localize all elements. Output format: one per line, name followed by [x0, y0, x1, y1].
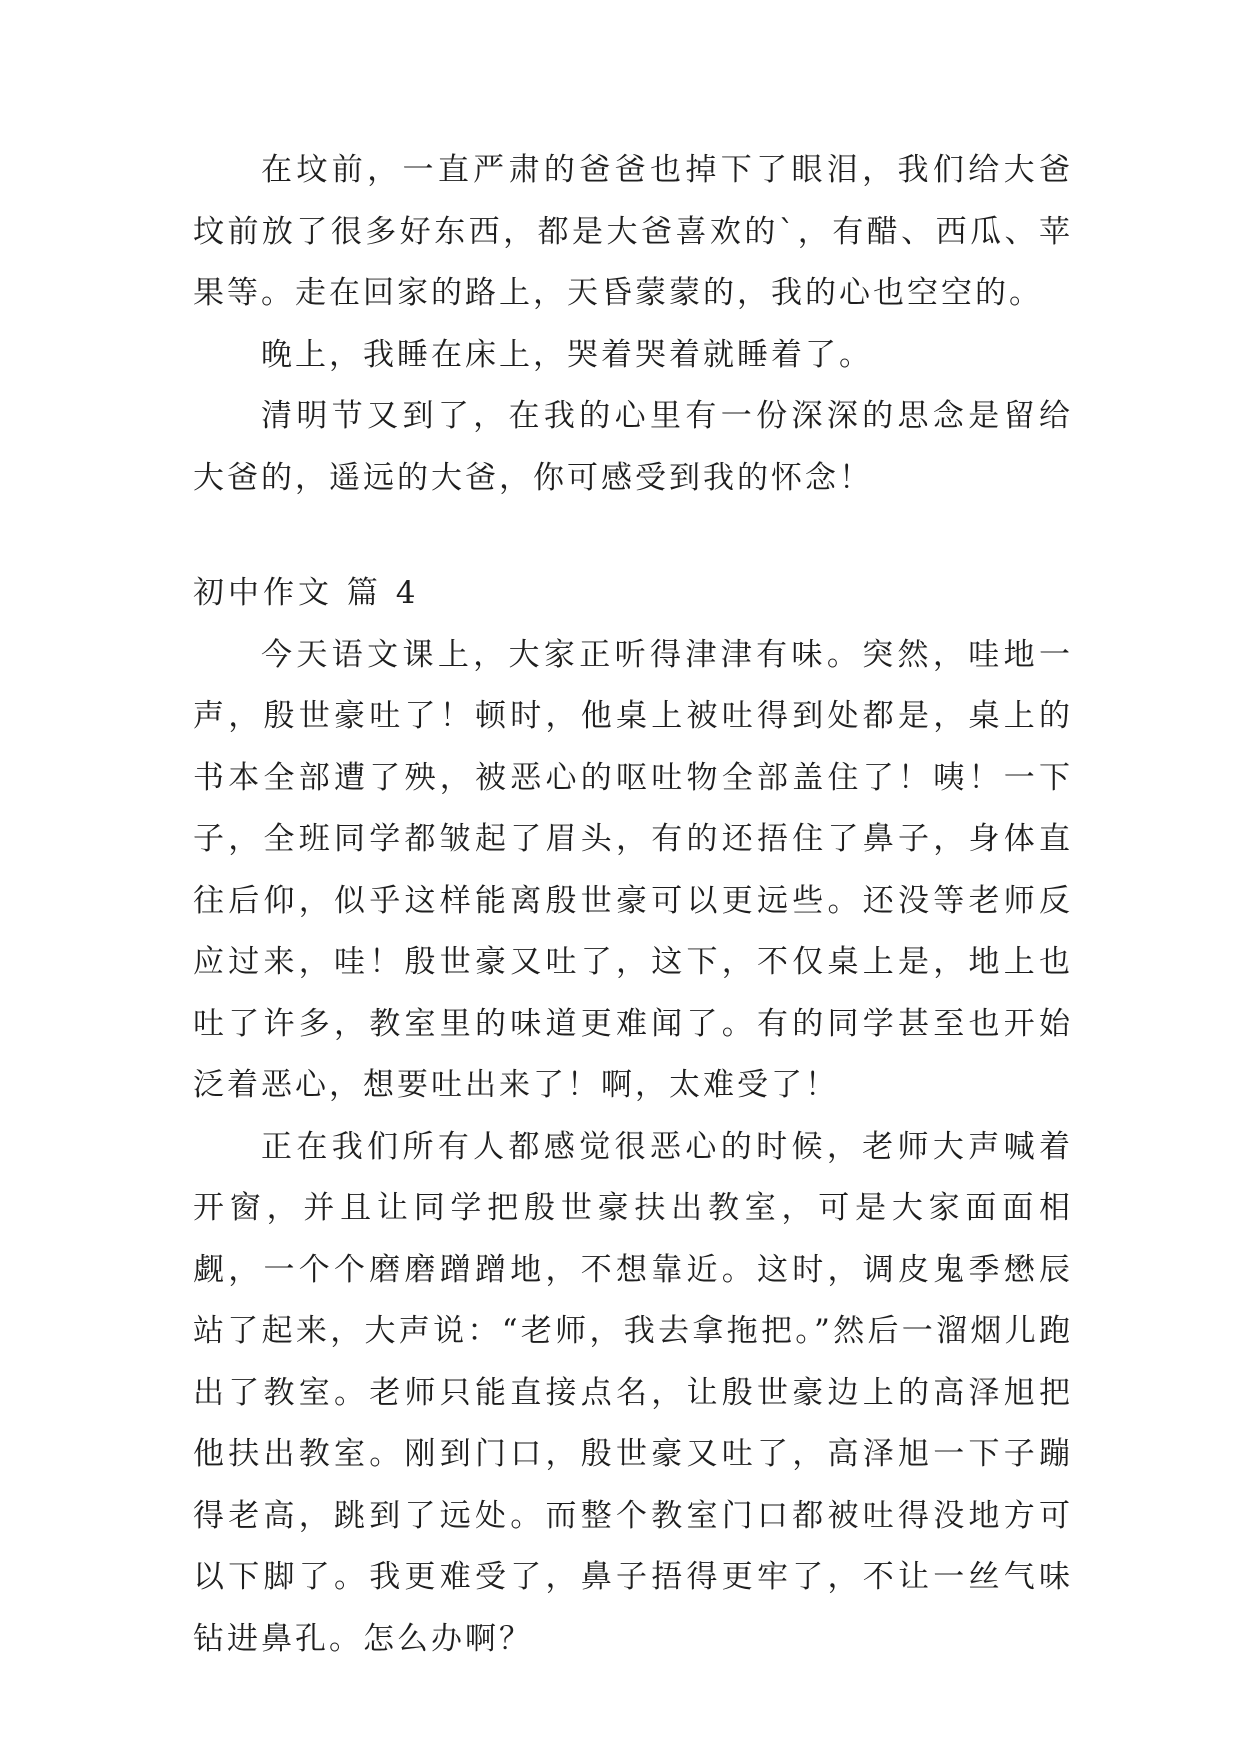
paragraph: 正在我们所有人都感觉很恶心的时候，老师大声喊着开窗，并且让同学把殷世豪扶出教室，可是大家面面相觑，一个个磨磨蹭蹭地，不想靠近。这时，调皮鬼季懋辰站了起来，大声说：“老师，我去拿拖把。”然后一溜烟儿跑出了教室。老师只能直接点名，让殷世豪边上的高泽旭把他扶出教室。刚到门口，殷世豪又吐了，高泽旭一下子蹦得老高，跳到了远处。而整个教室门口都被吐得没地方可以下脚了。我更难受了，鼻子捂得更牢了，不让一丝气味钻进鼻孔。怎么办啊？: [193, 1128, 1073, 1657]
paragraph: 晚上，我睡在床上，哭着哭着就睡着了。: [261, 336, 873, 373]
section-heading: 初中作文 篇 4: [193, 575, 420, 611]
paragraph: 今天语文课上，大家正听得津津有味。突然，哇地一声，殷世豪吐了！顿时，他桌上被吐得到处都是，桌上的书本全部遭了殃，被恶心的呕吐物全部盖住了！咦！一下子，全班同学都皱起了眉头，有的还捂住了鼻子，身体直往后仰，似乎这样能离殷世豪可以更远些。还没等老师反应过来，哇！殷世豪又吐了，这下，不仅桌上是，地上也吐了许多，教室里的味道更难闻了。有的同学甚至也开始泛着恶心，想要吐出来了！啊，太难受了！: [193, 636, 1073, 1103]
paragraph: 清明节又到了，在我的心里有一份深深的思念是留给大爸的，遥远的大爸，你可感受到我的怀念！: [193, 398, 1073, 496]
paragraph: 在坟前，一直严肃的爸爸也掉下了眼泪，我们给大爸坟前放了很多好东西，都是大爸喜欢的`，有醋、西瓜、苹果等。走在回家的路上，天昏蒙蒙的，我的心也空空的。: [193, 152, 1073, 311]
document-body: [193, 140, 1073, 1670]
